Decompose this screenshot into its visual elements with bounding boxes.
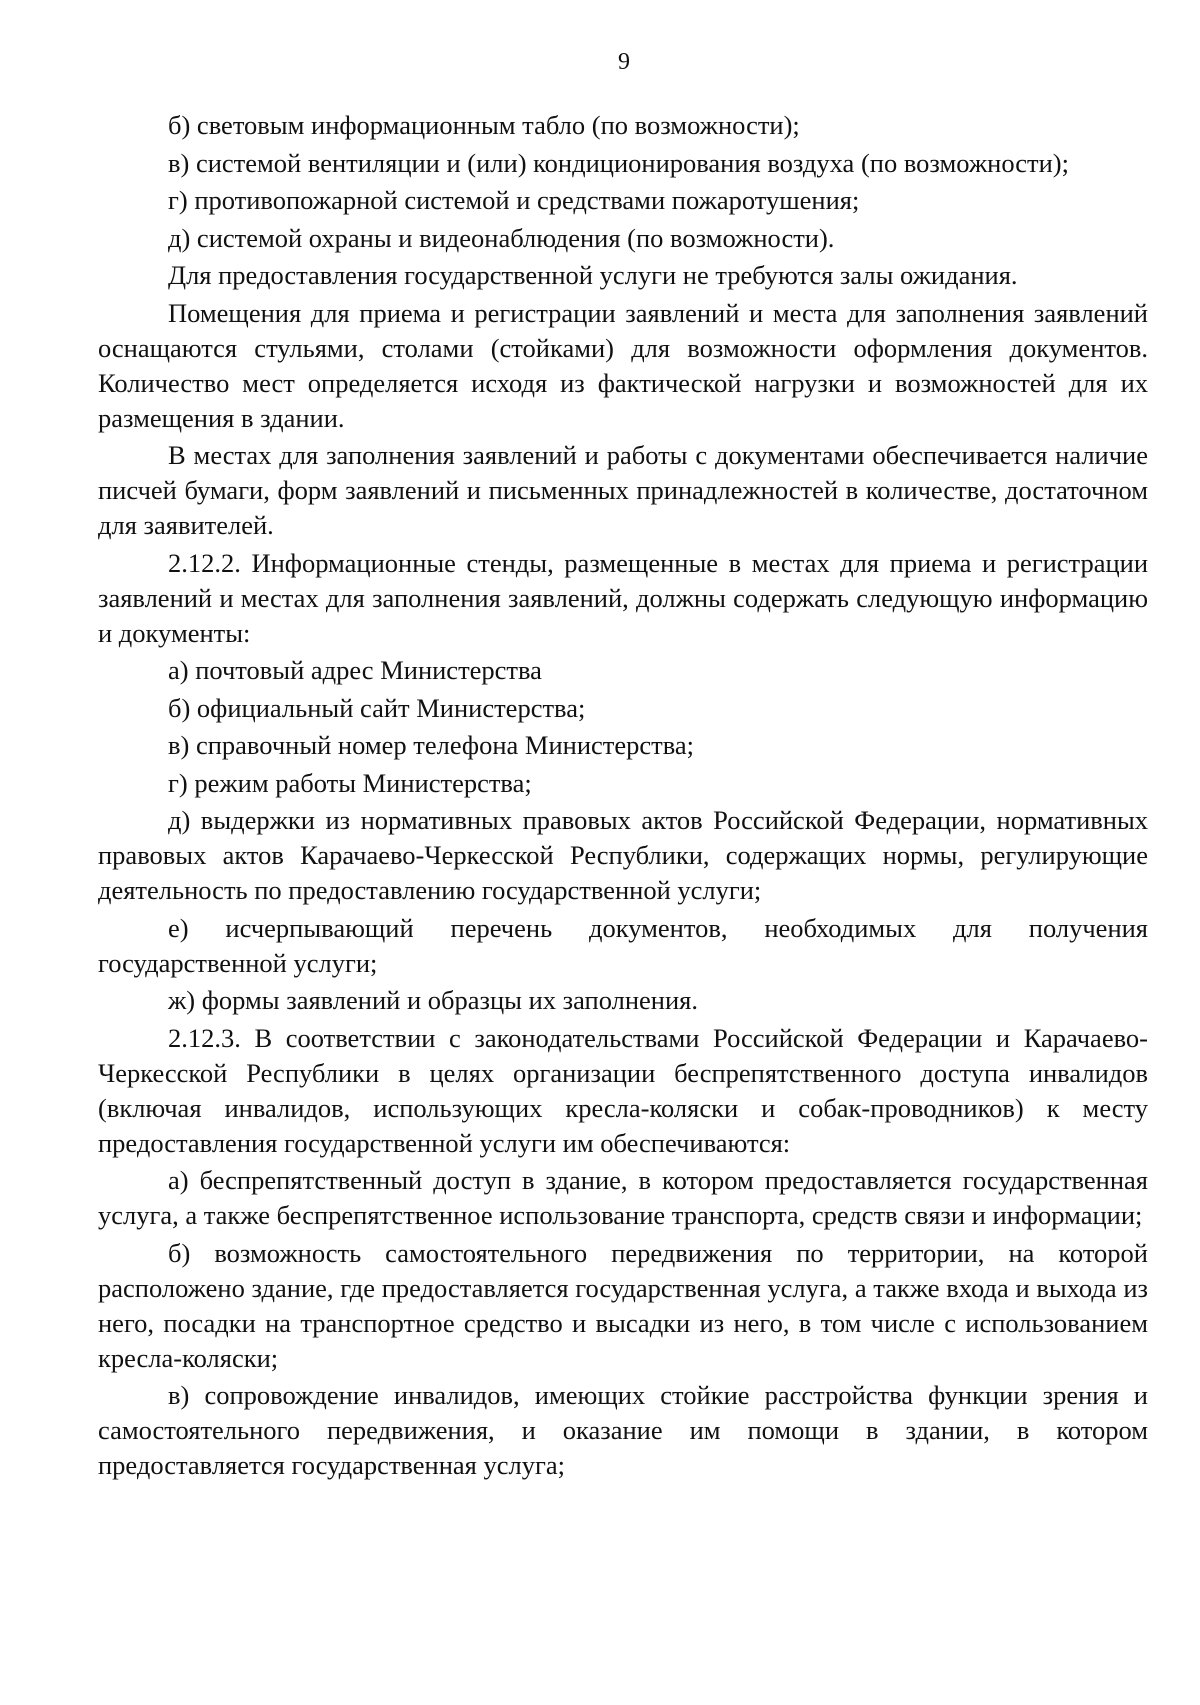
section-2-12-2: 2.12.2. Информационные стенды, размещенные в местах для приема и регистрации заявлений и местах для заполнения заявлений, должны содержать следующую информацию и документы: [98,547,1148,648]
list-item-v-escort: в) сопровождение инвалидов, имеющих стойкие расстройства функции зрения и самостоятельного передвижения, и оказание им помощи в здании, в котором предоставляется государственная услуга; [98,1380,1148,1480]
list-item-v-phone: в) справочный номер телефона Министерства; [168,730,695,760]
document-body [98,108,1148,1486]
list-item-v-ventilation: в) системой вентиляции и (или) кондиционирования воздуха (по возможности); [168,147,1069,178]
list-item-g-working-hours: г) режим работы Министерства; [168,767,532,798]
paragraph-reception-rooms: Помещения для приема и регистрации заявлений и места для заполнения заявлений оснащаются стульями, столами (стойками) для возможности оформления документов. Количество мест определяется исходя из фактической нагрузки и возможностей для их размещения в здании. [98,297,1148,433]
list-item-b-website: б) официальный сайт Министерства; [168,692,586,723]
list-item-b-lighting-board: б) световым информационным табло (по возможности); [168,110,800,140]
list-item-g-fire-system: г) противопожарной системой и средствами пожаротушения; [168,185,860,215]
list-item-d-legal-extracts: д) выдержки из нормативных правовых актов Российской Федерации, нормативных правовых актов Карачаево-Черкесской Республики, содержащих нормы, регулирующие деятельность по предоставлению государственной услуги; [98,805,1148,905]
paragraph-waiting-halls: Для предоставления государственной услуги не требуются залы ожидания. [168,260,1018,290]
list-item-b-movement: б) возможность самостоятельного передвижения по территории, на которой расположено здание, где предоставляется государственная услуга, а также входа и выхода из него, посадки на транспортное средство и высадки из него, в том числе с использованием кресла-коляски; [98,1237,1148,1373]
section-2-12-3: 2.12.3. В соответствии с законодательствами Российской Федерации и Карачаево-Черкесской Республики в целях организации беспрепятственного доступа инвалидов (включая инвалидов, использующих кресла-коляски и собак-проводников) к месту предоставления государственной услуги им обеспечиваются: [98,1022,1148,1158]
list-item-d-security: д) системой охраны и видеонаблюдения (по возможности). [168,222,835,253]
list-item-a-building-access: а) беспрепятственный доступ в здание, в котором предоставляется государственная услуга, а также беспрепятственное использование транспорта, средств связи и информации; [98,1165,1148,1230]
paragraph-filling-places: В местах для заполнения заявлений и работы с документами обеспечивается наличие писчей бумаги, форм заявлений и письменных принадлежностей в количестве, достаточном для заявителей. [98,440,1148,540]
list-item-e-documents-list: е) исчерпывающий перечень документов, необходимых для получения государственной услуги; [98,912,1148,978]
page-number: 9 [618,49,630,75]
list-item-zh-forms: ж) формы заявлений и образцы их заполнения. [168,985,698,1015]
list-item-a-postal-address: а) почтовый адрес Министерства [168,655,542,685]
